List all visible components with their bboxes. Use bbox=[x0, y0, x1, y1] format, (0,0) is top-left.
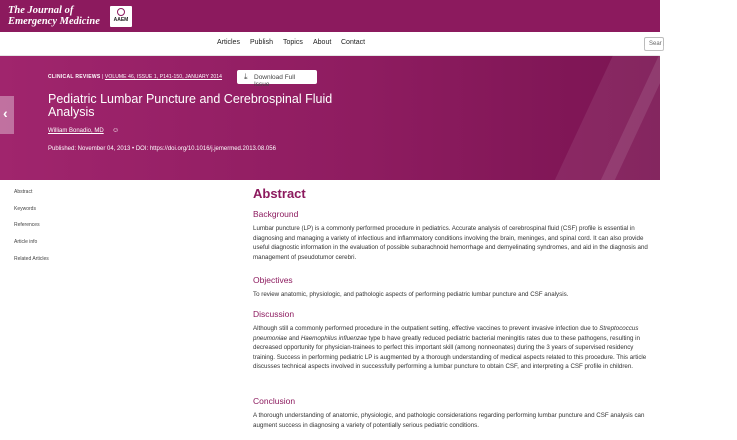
discussion-text-1: Although still a commonly performed procedure in the outpatient setting, effective vaccines to prevent invasive infection due to bbox=[253, 325, 600, 332]
download-label: Download Full Issue bbox=[254, 74, 296, 88]
objectives-heading: Objectives bbox=[253, 275, 293, 285]
download-icon: ⤓ bbox=[244, 72, 248, 81]
meta-separator: | bbox=[102, 74, 104, 80]
discussion-organism-2: Haemophilus influenzae bbox=[300, 334, 367, 342]
journal-name-line1: The Journal of bbox=[8, 5, 74, 16]
issue-link[interactable]: VOLUME 46, ISSUE 1, P141-150, JANUARY 2014 bbox=[104, 74, 223, 80]
search-input[interactable]: Sear bbox=[644, 37, 664, 51]
masthead bbox=[0, 0, 660, 32]
background-paragraph: Lumbar puncture (LP) is a commonly performed procedure in pediatrics. Accurate analysis of cerebrospinal fluid (CSF) profile is essential in diagnosing and managing a variety of infectious and inflammatory conditions involving the brain, meninges, and spinal cord. It can also provide useful diagnostic information in the evaluation of possible subarachnoid hemorrhage and demyelinating syndromes, and aid in the diagnosis and management of pseudotumor cerebri. bbox=[253, 225, 648, 261]
objectives-paragraph: To review anatomic, physiologic, and pathologic aspects of performing pediatric lumbar puncture and CSF analysis. bbox=[253, 291, 569, 298]
article-type: CLINICAL REVIEWS bbox=[48, 74, 101, 80]
journal-name-line2: Emergency Medicine bbox=[8, 16, 100, 27]
conclusion-paragraph: A thorough understanding of anatomic, physiologic, and pathologic considerations regarding performing lumbar puncture and CSF analysis can augment success in diagnosing a variety of potentially serious pediatric conditions. bbox=[253, 412, 645, 429]
sidebar-item-references[interactable]: References bbox=[14, 222, 40, 228]
chevron-left-icon: ‹ bbox=[3, 105, 8, 121]
sidebar-item-article-info[interactable]: Article info bbox=[14, 239, 38, 245]
nav-articles[interactable]: Articles bbox=[217, 39, 240, 46]
sidebar-item-keywords[interactable]: Keywords bbox=[14, 206, 36, 212]
abstract-heading: Abstract bbox=[253, 186, 306, 201]
download-full-issue-button[interactable] bbox=[237, 70, 317, 88]
aaem-logo-text: AAEM bbox=[113, 17, 129, 23]
nav-contact[interactable]: Contact bbox=[341, 39, 366, 46]
previous-article-button[interactable] bbox=[0, 96, 14, 134]
aaem-logo[interactable] bbox=[110, 6, 132, 27]
discussion-organism-1: Streptococcus pneumoniae bbox=[253, 325, 639, 342]
nav-topics[interactable]: Topics bbox=[283, 39, 303, 46]
conclusion-heading: Conclusion bbox=[253, 396, 296, 406]
main-nav bbox=[0, 32, 660, 56]
article-title: Pediatric Lumbar Puncture and Cerebrospinal Fluid Analysis bbox=[48, 92, 333, 119]
aaem-seal-icon bbox=[117, 8, 125, 16]
discussion-heading: Discussion bbox=[253, 309, 295, 319]
nav-publish[interactable]: Publish bbox=[250, 39, 273, 46]
nav-about[interactable]: About bbox=[313, 39, 332, 46]
background-heading: Background bbox=[253, 209, 299, 219]
discussion-paragraph bbox=[253, 324, 653, 372]
publication-info: Published: November 04, 2013 • DOI: https://doi.org/10.1016/j.jemermed.2013.08.056 bbox=[48, 146, 276, 152]
discussion-text-2: type b have greatly reduced pediatric bacterial meningitis rates due to these pathogens, resulting in decreased opportunity for physician-trainees to perfect this important skill (among nonneonates) during the 3 years of supervised residency training. Success in performing pediatric LP is augmented by a thorough understanding of medical aspects related to this procedure. This article discusses technical aspects involved in successfully performing a lumbar puncture to obtain CSF, and interpreting a CSF profile in children. bbox=[253, 334, 647, 371]
article-meta bbox=[48, 74, 222, 80]
journal-logo[interactable] bbox=[8, 5, 100, 27]
person-icon[interactable]: ☺ bbox=[112, 127, 120, 134]
author-link[interactable]: William Bonadio, MD bbox=[48, 128, 104, 134]
sidebar-item-related-articles[interactable]: Related Articles bbox=[14, 256, 49, 262]
sidebar-item-abstract[interactable]: Abstract bbox=[14, 189, 33, 195]
discussion-text-and: and bbox=[287, 334, 301, 342]
